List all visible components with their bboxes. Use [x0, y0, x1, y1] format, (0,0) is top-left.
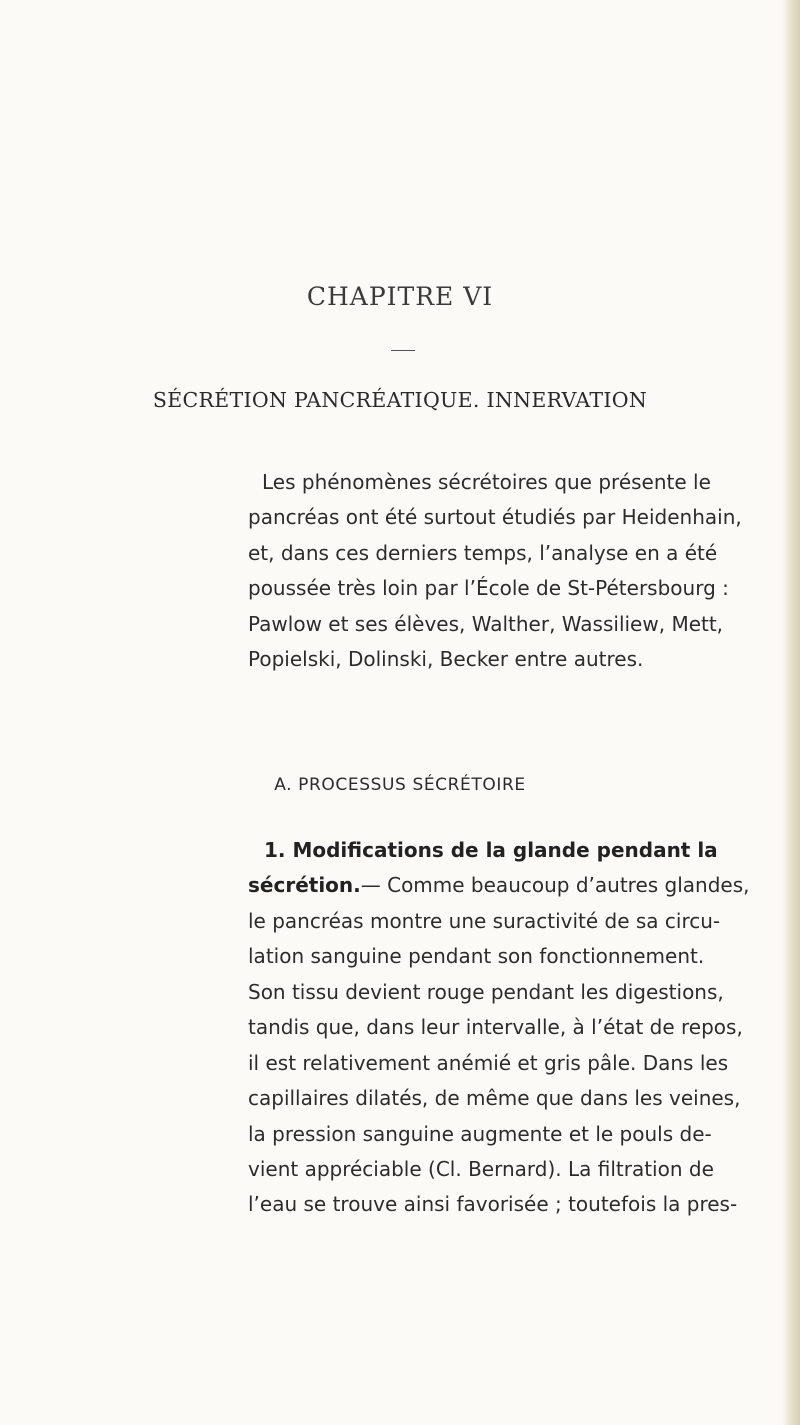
text-line: capillaires dilatés, de même que dans les veines, — [248, 1086, 741, 1110]
text-line — [248, 873, 749, 897]
text-line: lation sanguine pendant son fonctionnement. — [248, 944, 705, 968]
chapter-heading: CHAPITRE VI — [306, 282, 494, 311]
heading-separator — [391, 350, 415, 351]
section-title: SÉCRÉTION PANCRÉATIQUE. INNERVATION — [152, 388, 648, 412]
text-line: la pression sanguine augmente et le pouls de- — [248, 1122, 712, 1146]
subsection-title: A. PROCESSUS SÉCRÉTOIRE — [274, 775, 526, 795]
text-line: vient appréciable (Cl. Bernard). La filtration de — [248, 1157, 714, 1181]
page-edge-shadow — [782, 0, 800, 1425]
text-line: Son tissu devient rouge pendant les digestions, — [248, 980, 724, 1004]
text-line: Popielski, Dolinski, Becker entre autres. — [248, 647, 644, 671]
text-line: le pancréas montre une suractivité de sa circu- — [248, 909, 721, 933]
text-line-rest: — Comme beaucoup d’autres glandes, — [360, 873, 750, 897]
text-line: l’eau se trouve ainsi favorisée ; toutefois la pres- — [248, 1192, 738, 1216]
text-line: poussée très loin par l’École de St-Pétersbourg : — [248, 576, 729, 600]
paragraph-heading: 1. Modifications de la glande pendant la — [264, 838, 718, 862]
paragraph-heading-cont: sécrétion. — [248, 873, 361, 897]
text-line: Pawlow et ses élèves, Walther, Wassiliew, Mett, — [248, 612, 724, 636]
text-line: et, dans ces derniers temps, l’analyse en a été — [248, 541, 718, 565]
text-line: Les phénomènes sécrétoires que présente le — [262, 470, 711, 494]
text-line: pancréas ont été surtout étudiés par Heidenhain, — [248, 505, 742, 529]
text-line: il est relativement anémié et gris pâle. Dans les — [248, 1051, 729, 1075]
text-line: tandis que, dans leur intervalle, à l’état de repos, — [248, 1015, 743, 1039]
